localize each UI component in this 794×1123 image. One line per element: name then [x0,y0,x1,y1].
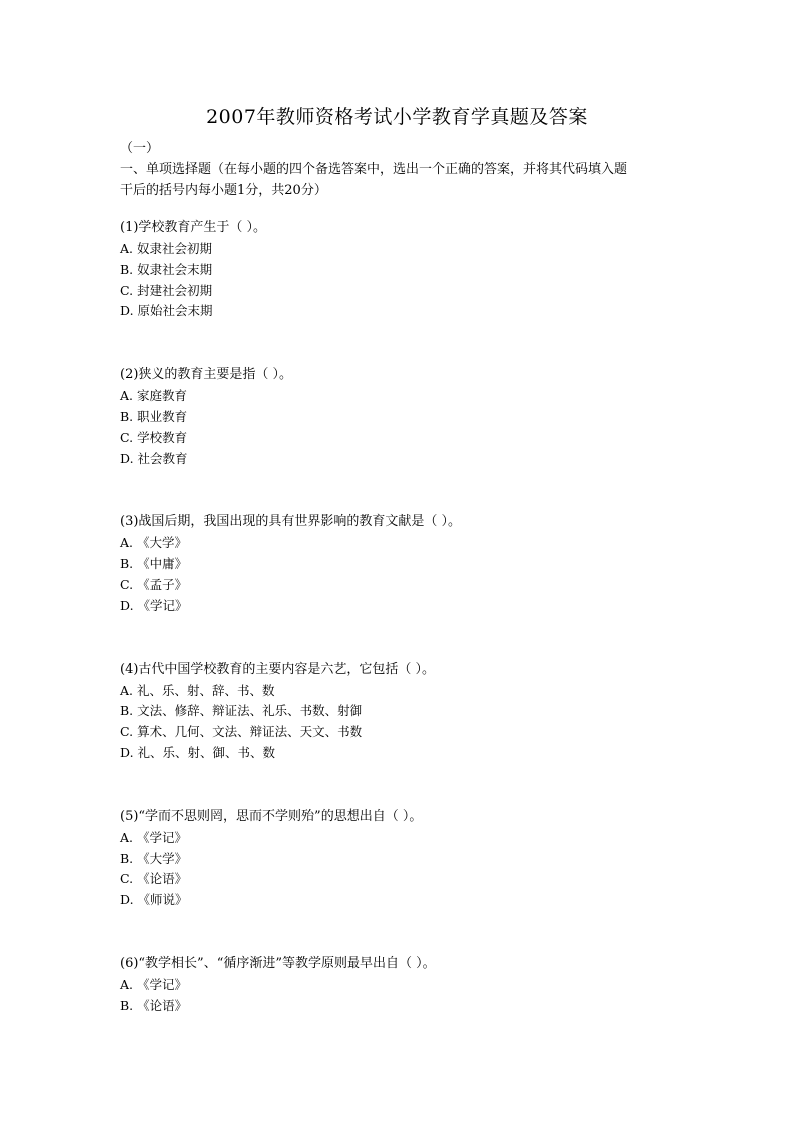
option-d: D. 原始社会末期 [120,303,213,319]
question-stem: (2)狭义的教育主要是指（ ）。 [120,367,293,383]
option-c: C. 学校教育 [120,429,188,445]
question-5 [120,806,700,911]
document-title: 2007年教师资格考试小学教育学真题及答案 [206,106,588,128]
option-d: D. 《师说》 [120,892,188,908]
part-label: （一） [120,141,160,156]
option-b: B. 奴隶社会末期 [120,261,213,277]
option-c: C. 《论语》 [120,871,188,887]
option-a: A. 《学记》 [120,829,187,845]
question-stem: (3)战国后期，我国出现的具有世界影响的教育文献是（ ）。 [120,514,462,530]
question-stem: (5)“学而不思则罔，思而不学则殆”的思想出自（ ）。 [120,808,423,824]
question-stem: (6)“教学相长”、“循序渐进”等教学原则最早出自（ ）。 [120,955,436,971]
option-c: C. 算术、几何、文法、辩证法、天文、书数 [120,724,363,740]
section-heading-line-1: 一、单项选择题（在每小题的四个备选答案中，选出一个正确的答案，并将其代码填入题 [120,162,628,177]
option-c: C. 《孟子》 [120,576,188,592]
option-a: A. 家庭教育 [120,388,187,404]
option-b: B. 《论语》 [120,997,188,1013]
question-2 [120,364,700,469]
option-b: B. 职业教育 [120,408,188,424]
question-stem: (1)学校教育产生于（ ）。 [120,220,267,235]
option-d: D. 《学记》 [120,597,188,613]
option-a: A. 《学记》 [120,976,187,992]
question-3 [120,511,700,616]
option-b: B. 文法、修辞、辩证法、礼乐、书数、射御 [120,703,363,719]
option-b: B. 《中庸》 [120,556,188,572]
option-c: C. 封建社会初期 [120,282,213,298]
option-d: D. 礼、乐、射、御、书、数 [120,744,276,760]
option-b: B. 《大学》 [120,850,188,866]
option-a: A. 礼、乐、射、辞、书、数 [120,682,275,698]
option-a: A. 奴隶社会初期 [120,241,212,256]
question-1 [120,217,700,322]
document-body [120,138,700,1017]
question-4 [120,659,700,764]
option-d: D. 社会教育 [120,450,188,466]
option-a: A. 《大学》 [120,535,187,551]
question-6 [120,953,700,1017]
question-stem: (4)古代中国学校教育的主要内容是六艺，它包括（ ）。 [120,661,436,677]
section-heading-line-2: 干后的括号内每小题1分，共20分） [120,183,327,198]
